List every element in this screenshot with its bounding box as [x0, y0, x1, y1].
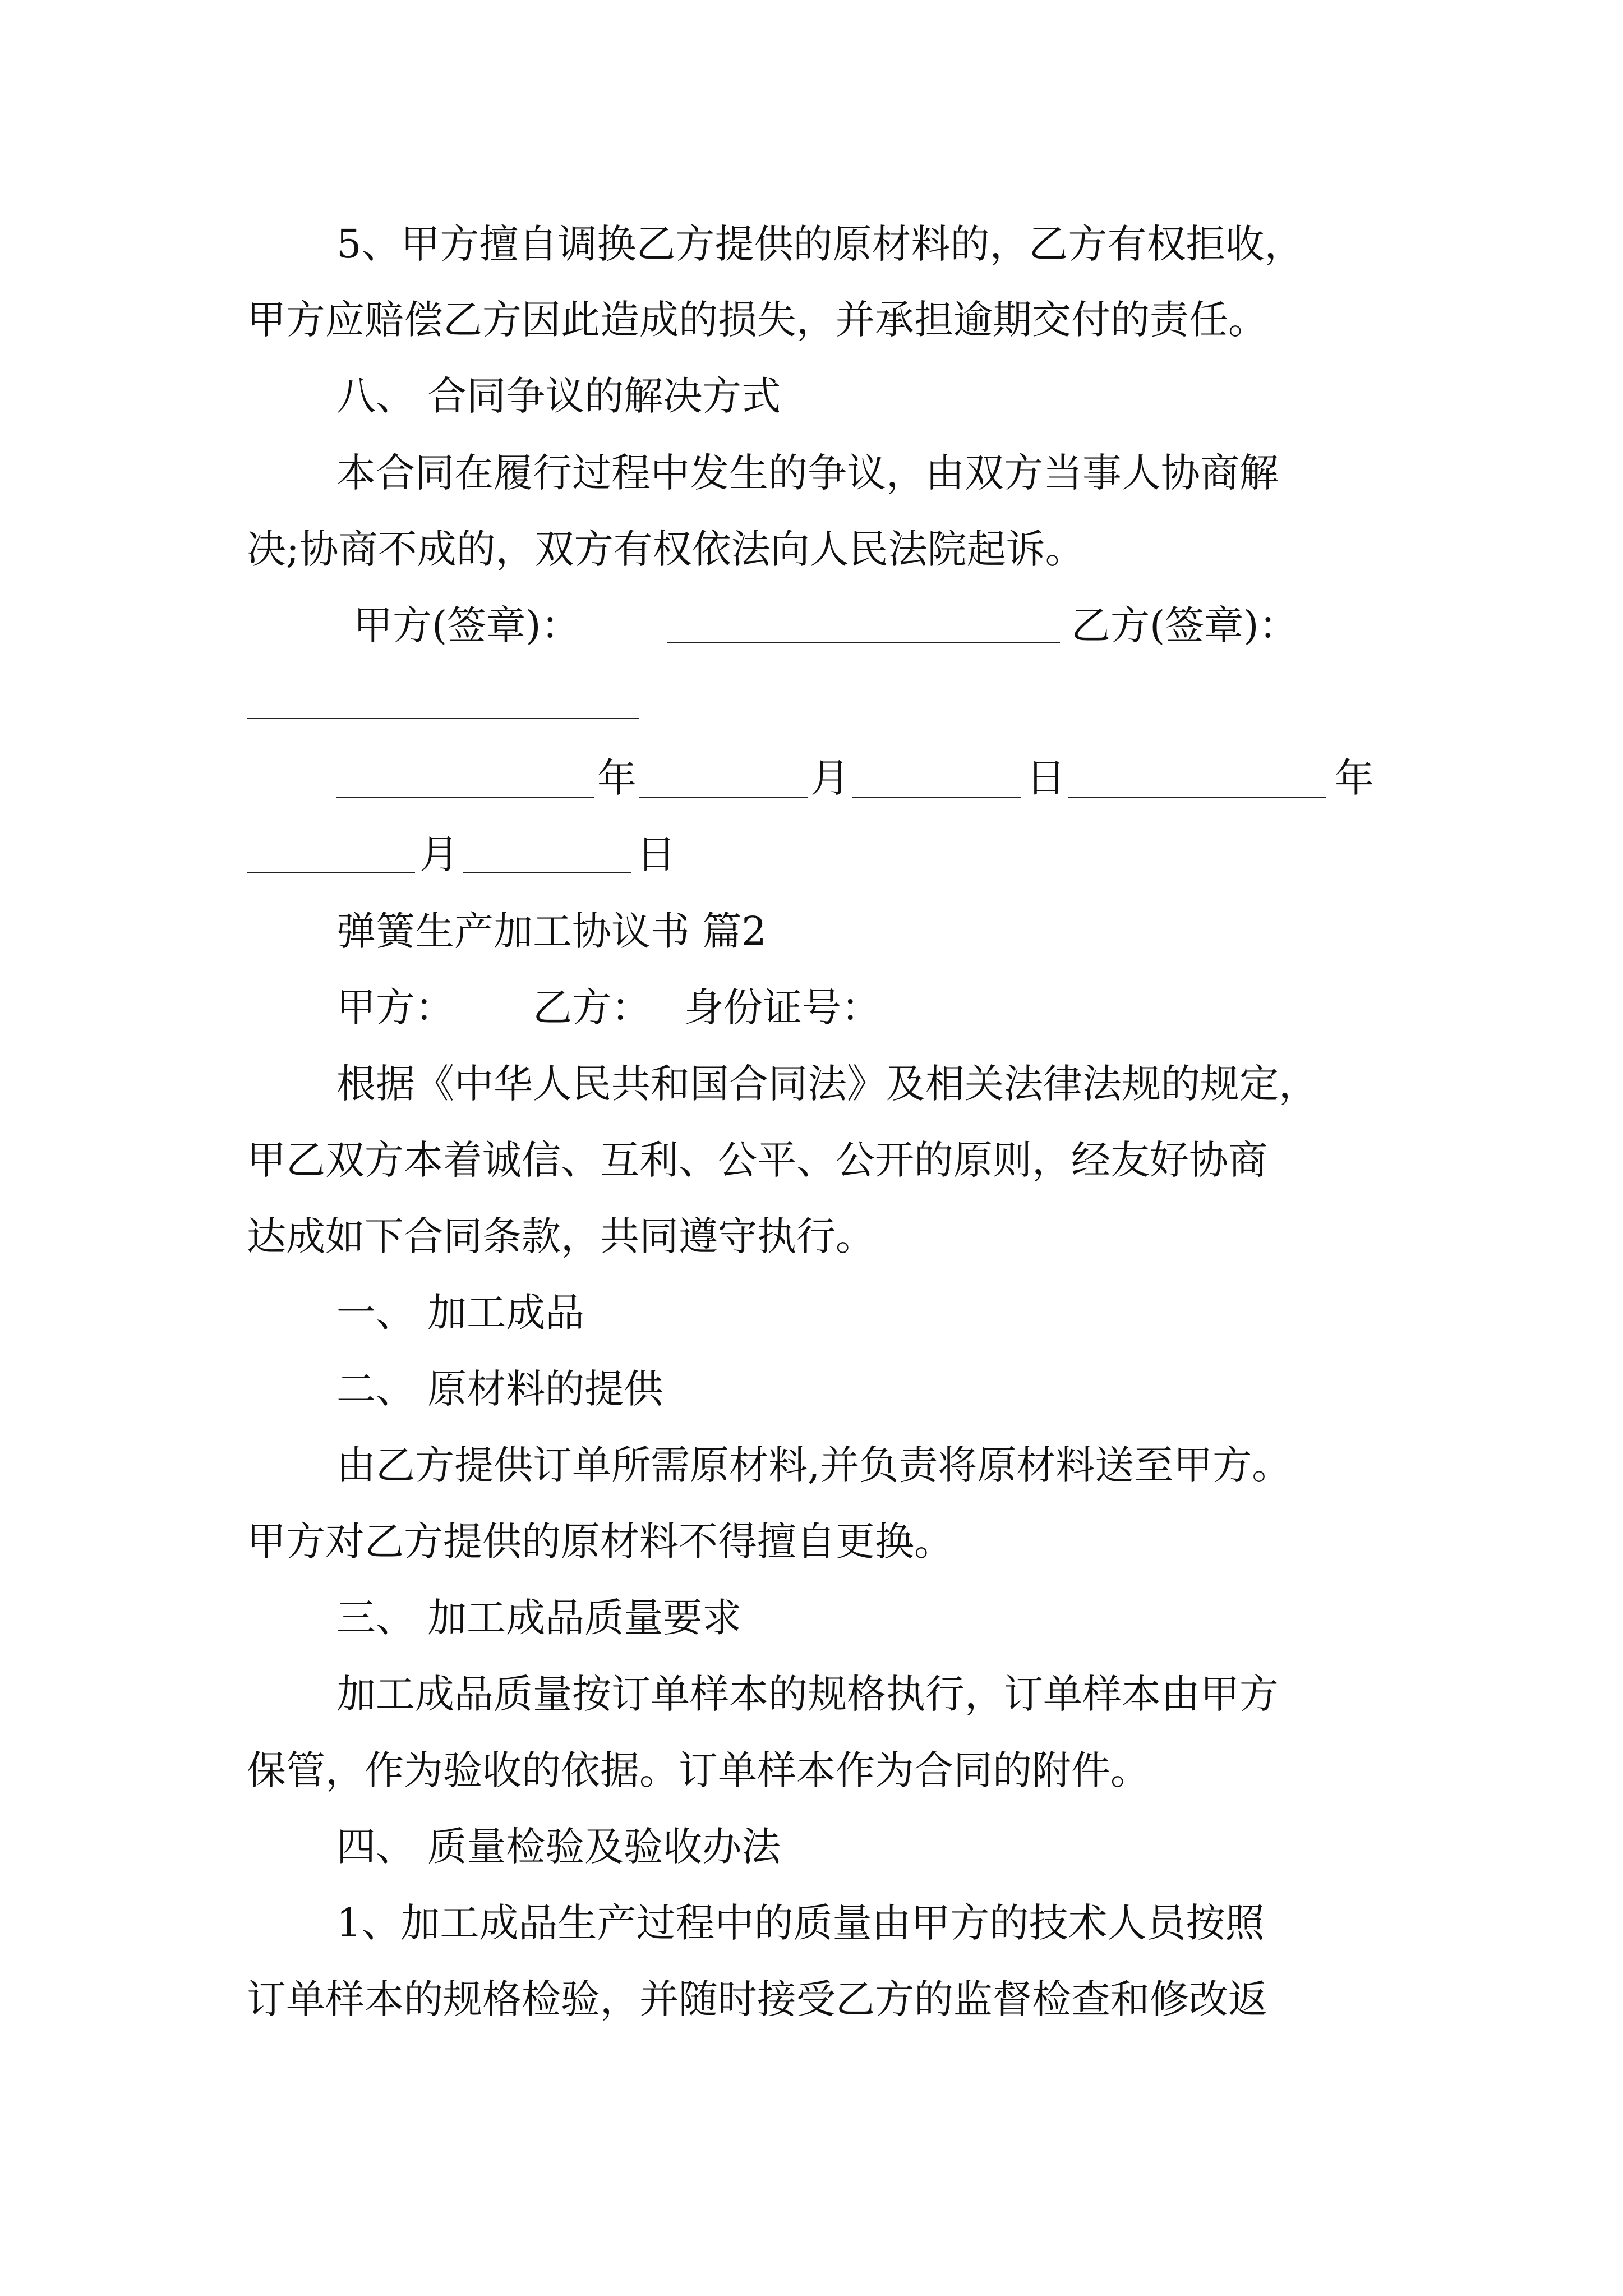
paragraph-line: 由乙方提供订单所需原材料,并负责将原材料送至甲方。 — [336, 1442, 1292, 1488]
section-heading: 三、 加工成品质量要求 — [336, 1595, 742, 1641]
paragraph-line: 甲方对乙方提供的原材料不得擅自更换。 — [247, 1519, 953, 1565]
signature-blank — [247, 718, 639, 719]
month-label: 月 — [419, 831, 459, 877]
document-title: 弹簧生产加工协议书 篇2 — [336, 908, 767, 954]
party-b-label: 乙方： — [533, 984, 651, 1030]
paragraph-line: 甲乙双方本着诚信、互利、公平、公开的原则，经友好协商 — [247, 1137, 1267, 1183]
day-label: 日 — [637, 831, 676, 877]
id-number-label: 身份证号： — [684, 984, 880, 1030]
date-blank — [852, 797, 1021, 798]
year-label: 年 — [1335, 755, 1374, 801]
month-label: 月 — [810, 755, 850, 801]
section-heading: 八、 合同争议的解决方式 — [336, 373, 781, 419]
day-label: 日 — [1026, 755, 1066, 801]
date-blank — [336, 797, 594, 798]
paragraph-line: 1、加工成品生产过程中的质量由甲方的技术人员按照 — [336, 1900, 1265, 1946]
date-blank — [463, 872, 631, 873]
paragraph-line: 根据《中华人民共和国合同法》及相关法律法规的规定， — [336, 1061, 1318, 1107]
party-a-signature-label: 甲方(签章)： — [353, 602, 580, 648]
paragraph-line: 达成如下合同条款，共同遵守执行。 — [247, 1213, 875, 1259]
paragraph-line: 5、甲方擅自调换乙方提供的原材料的，乙方有权拒收， — [336, 221, 1304, 267]
paragraph-line: 订单样本的规格检验，并随时接受乙方的监督检查和修改返 — [247, 1976, 1267, 2022]
paragraph-line: 保管，作为验收的依据。订单样本作为合同的附件。 — [247, 1747, 1150, 1793]
year-label: 年 — [597, 755, 637, 801]
party-a-label: 甲方： — [336, 984, 454, 1030]
section-heading: 四、 质量检验及验收办法 — [336, 1824, 781, 1870]
date-blank — [639, 797, 808, 798]
paragraph-line: 甲方应赔偿乙方因此造成的损失，并承担逾期交付的责任。 — [247, 297, 1267, 343]
date-blank — [1068, 797, 1326, 798]
section-heading: 二、 原材料的提供 — [336, 1366, 663, 1412]
paragraph-line: 加工成品质量按订单样本的规格执行，订单样本由甲方 — [336, 1671, 1279, 1717]
date-blank — [247, 872, 415, 873]
signature-blank — [667, 642, 1060, 643]
paragraph-line: 决;协商不成的，双方有权依法向人民法院起诉。 — [247, 526, 1085, 572]
section-heading: 一、 加工成品 — [336, 1290, 585, 1336]
party-b-signature-label: 乙方(签章)： — [1071, 602, 1298, 648]
paragraph-line: 本合同在履行过程中发生的争议，由双方当事人协商解 — [336, 450, 1279, 496]
